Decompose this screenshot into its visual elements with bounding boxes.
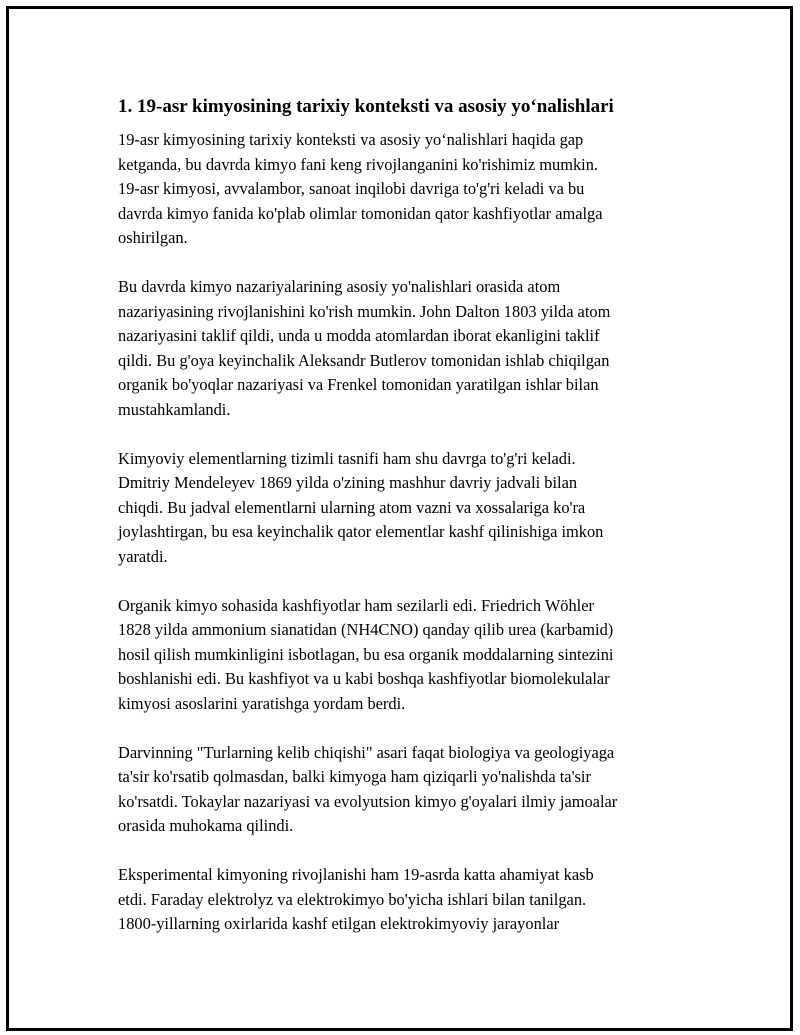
paragraph — [118, 447, 698, 570]
text-line: joylashtirgan, bu esa keyinchalik qator elementlar kashf qilinishiga imkon — [118, 522, 604, 541]
text-line: Dmitriy Mendeleyev 1869 yilda o'zining mashhur davriy jadvali bilan — [118, 473, 578, 492]
text-line: ta'sir ko'rsatib qolmasdan, balki kimyoga ham qiziqarli yo'nalishda ta'sir — [118, 767, 591, 786]
text-line: chiqdi. Bu jadval elementlarni ularning atom vazni va xossalariga ko'ra — [118, 497, 586, 517]
text-line: qildi. Bu g'oya keyinchalik Aleksandr Butlerov tomonidan ishlab chiqilgan — [118, 350, 610, 370]
text-line: etdi. Faraday elektrolyz va elektrokimyo bo'yicha ishlari bilan tanilgan. — [118, 889, 587, 909]
text-line: davrda kimyo fanida ko'plab olimlar tomonidan qator kashfiyotlar amalga — [118, 203, 603, 223]
text-line: orasida muhokama qilindi. — [118, 816, 294, 835]
document-title: 1. 19-asr kimyosining tarixiy konteksti va asosiy yo‘nalishlari — [118, 96, 614, 117]
paragraph — [118, 741, 698, 839]
text-line: ko'rsatdi. Tokaylar nazariyasi va evolyutsion kimyo g'oyalari ilmiy jamoalar — [118, 791, 618, 811]
text-line: oshirilgan. — [118, 228, 188, 247]
text-line: Kimyoviy elementlarning tizimli tasnifi ham shu davrga to'g'ri keladi. — [118, 448, 576, 468]
text-line: Organik kimyo sohasida kashfiyotlar ham sezilarli edi. Friedrich Wöhler — [118, 595, 594, 615]
text-line: yaratdi. — [118, 546, 168, 566]
text-line: nazariyasini taklif qildi, unda u modda atomlardan iborat ekanligini taklif — [118, 326, 600, 345]
text-line: 19-asr kimyosining tarixiy konteksti va asosiy yo‘nalishlari haqida gap — [118, 130, 584, 149]
text-line: kimyosi asoslarini yaratishga yordam berdi. — [118, 693, 406, 713]
text-line: Darvinning "Turlarning kelib chiqishi" asari faqat biologiya va geologiyaga — [118, 742, 615, 762]
paragraph — [118, 863, 698, 937]
paragraph — [118, 275, 698, 422]
text-line: ketganda, bu davrda kimyo fani keng rivojlanganini ko'rishimiz mumkin. — [118, 154, 599, 174]
text-line: boshlanishi edi. Bu kashfiyot va u kabi boshqa kashfiyotlar biomolekulalar — [118, 669, 610, 688]
text-line: mustahkamlandi. — [118, 399, 231, 419]
paragraph — [118, 128, 698, 251]
text-line: nazariyasining rivojlanishini ko'rish mumkin. John Dalton 1803 yilda atom — [118, 301, 611, 321]
text-line: Bu davrda kimyo nazariyalarining asosiy yo'nalishlari orasida atom — [118, 277, 561, 296]
paragraph — [118, 594, 698, 717]
text-line: 1828 yilda ammonium sianatidan (NH4CNO) qanday qilib urea (karbamid) — [118, 620, 614, 639]
text-line: Eksperimental kimyoning rivojlanishi ham 19-asrda katta ahamiyat kasb — [118, 865, 594, 884]
text-line: hosil qilish mumkinligini isbotlagan, bu esa organik moddalarning sintezini — [118, 644, 614, 664]
text-line: 1800-yillarning oxirlarida kashf etilgan elektrokimyoviy jarayonlar — [118, 914, 560, 933]
document-body — [118, 94, 698, 961]
text-line: 19-asr kimyosi, avvalambor, sanoat inqilobi davriga to'g'ri keladi va bu — [118, 179, 585, 198]
text-line: organik bo'yoqlar nazariyasi va Frenkel tomonidan yaratilgan ishlar bilan — [118, 375, 599, 394]
